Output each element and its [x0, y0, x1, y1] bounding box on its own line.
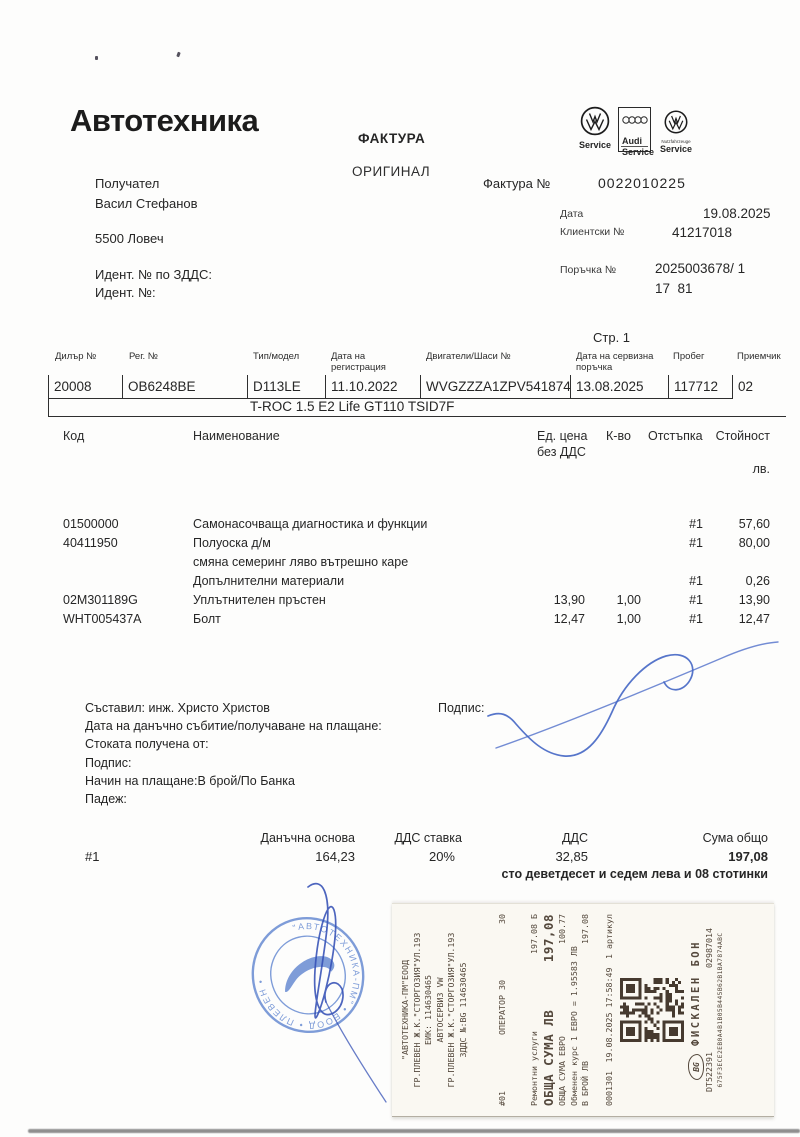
bg-fiscal-badge: BG	[688, 1054, 704, 1080]
client-no-value: 41217018	[672, 225, 733, 240]
item-amount: 12,47	[738, 612, 770, 626]
document-type: ФАКТУРА	[358, 131, 426, 146]
totals-vat-value: 32,85	[555, 849, 588, 864]
audi-brand-label: Audi	[622, 136, 642, 146]
vw-roundel-icon	[664, 110, 688, 134]
vehicle-col-label: Рег. №	[129, 351, 158, 362]
due-date-line: Падеж:	[85, 792, 127, 807]
receipt-address2: ГР.ПЛЕВЕН Ж.К."СТОРГОЗИЯ"УЛ.193	[446, 932, 456, 1088]
items-header-amount: Стойност	[715, 429, 770, 443]
recipient-vat-label: Идент. № по ЗДДС:	[95, 267, 212, 282]
vehicle-col-label: Дата на сервизна поръчка	[576, 351, 654, 373]
item-code: 02M301189G	[63, 593, 138, 607]
receipt-company: "АВТОТЕХНИКА-ПМ"ЕООД	[400, 960, 410, 1060]
item-code: 40411950	[63, 536, 118, 550]
order-no-value: 2025003678/ 1	[655, 261, 746, 276]
audi-rings-icon	[622, 116, 648, 124]
vwn-service-label: Service	[659, 144, 693, 154]
payment-method-line: Начин на плащане:В брой/По Банка	[85, 773, 295, 788]
handwritten-signature	[460, 618, 790, 778]
item-discount: #1	[689, 593, 703, 607]
page-number: Стр. 1	[593, 330, 631, 345]
receipt-total-eur-value: 100.77	[557, 914, 567, 944]
totals-header-base: Данъчна основа	[260, 831, 355, 845]
stamp-ring-text: "АВТОТЕХНИКА-ПМ" • ЕООД • ПЛЕВЕН •	[255, 921, 362, 1031]
client-no-label: Клиентски №	[560, 226, 625, 238]
document-subtype: ОРИГИНАЛ	[352, 164, 431, 179]
recipient-id-label: Идент. №:	[95, 285, 156, 300]
signature-line: Подпис:	[85, 755, 132, 770]
audi-service-logo	[618, 107, 655, 157]
vwn-sub-label: Nutzfahrzeuge	[661, 139, 691, 144]
receipt-fiscal-row	[688, 914, 704, 1106]
item-discount: #1	[689, 517, 703, 531]
vehicle-dealer-no: 20008	[48, 375, 122, 399]
tax-event-line: Дата на данъчно събитие/получаване на плащане:	[85, 719, 382, 734]
ink-speck	[95, 56, 98, 60]
recipient-city: 5500 Ловеч	[95, 231, 164, 246]
company-brand: Автотехника	[70, 103, 259, 138]
receipt-item-row	[529, 914, 541, 1106]
items-header-currency: лв.	[752, 462, 770, 476]
item-name: Полуоска д/м	[193, 536, 271, 550]
receipt-doc-row	[604, 914, 616, 1106]
item-discount: #1	[689, 574, 703, 588]
receipt-cash-value: 197.08	[580, 914, 590, 944]
vehicle-col-label: Двигатели/Шаси №	[426, 351, 511, 362]
receipt-register: #01	[497, 1091, 507, 1106]
receipt-total-label: ОБЩА СУМА ЛВ	[541, 1009, 556, 1106]
totals-row-label: #1	[85, 849, 100, 864]
vw-nutzfahrzeuge-logo	[656, 110, 696, 154]
vehicle-col-label: Приемчик	[737, 351, 781, 362]
receipt-total-eur-row	[557, 914, 569, 1106]
table-row	[0, 555, 800, 574]
vw-roundel-icon	[580, 106, 610, 136]
invoice-no-label: Фактура №	[483, 176, 551, 191]
receipt-item-amount: 197.08 Б	[528, 914, 539, 954]
receipt-articles: 1 артикул	[603, 914, 614, 959]
items-header-unit-price2: без ДДС	[537, 445, 586, 459]
item-qty: 1,00	[616, 612, 641, 626]
vehicle-receiver: 02	[732, 375, 786, 399]
receipt-vat-no: ЗДДС №:BG 114630465	[457, 962, 468, 1058]
receipt-cash-label: В БРОЙ ЛВ	[580, 1061, 590, 1106]
items-header-name: Наименование	[193, 429, 280, 443]
totals-vat-rate-value: 20%	[428, 849, 455, 864]
receipt-total-row	[540, 914, 557, 1106]
item-discount: #1	[689, 612, 703, 626]
received-by-line: Стоката получена от:	[85, 737, 209, 752]
vw-service-label: Service	[578, 140, 612, 150]
receipt-eik: ЕИК: 114630465	[423, 975, 433, 1045]
date-value: 19.08.2025	[703, 206, 771, 221]
totals-header-vat: ДДС	[562, 831, 588, 845]
vehicle-reg-no: OB6248BE	[122, 375, 247, 399]
scan-edge-shadow	[28, 1129, 800, 1133]
items-header-code: Код	[63, 429, 85, 443]
vehicle-service-date: 13.08.2025	[570, 375, 668, 399]
item-amount: 0,26	[745, 574, 770, 588]
vehicle-model: T-ROC 1.5 E2 Life GT110 TSID7F	[250, 399, 455, 414]
item-unit-price: 13,90	[553, 593, 585, 607]
vehicle-col-label: Пробег	[673, 351, 705, 362]
item-unit-price: 12,47	[553, 612, 585, 626]
item-discount: #1	[689, 536, 703, 550]
item-name: Болт	[193, 612, 221, 626]
vehicle-mileage: 117712	[668, 375, 732, 399]
table-row	[0, 593, 800, 612]
qr-code	[620, 978, 684, 1042]
composed-by: Съставил: инж. Христо Христов	[85, 701, 270, 715]
receipt-item-name: Ремонтни услуги	[528, 1031, 539, 1106]
items-header-discount: Отстъпка	[648, 429, 703, 443]
receipt-operator-row	[497, 914, 509, 1106]
table-row	[0, 517, 800, 536]
items-header-unit-price: Ед. цена	[537, 429, 588, 443]
audi-service-label: Service	[622, 147, 655, 157]
receipt-doc-no: 0001301	[603, 1071, 614, 1106]
receipt-serial-row	[704, 914, 716, 1106]
vehicle-vin: WVGZZZA1ZPV541874	[420, 375, 570, 399]
totals-total-value: 197,08	[728, 849, 768, 864]
table-row	[0, 536, 800, 555]
total-in-words: сто деветдесет и седем лева и 08 стотинки	[501, 867, 768, 881]
receipt-service-name: АВТОСЕРВИЗ VW	[434, 977, 445, 1043]
item-code: WHT005437A	[63, 612, 142, 626]
item-code: 01500000	[63, 517, 119, 531]
receipt-device-serial: DT522391	[704, 1052, 714, 1092]
totals-header-total: Сума общо	[702, 831, 768, 845]
composer-block	[85, 699, 382, 808]
vw-service-logo	[573, 106, 617, 154]
fiscal-bon-label: ФИСКАЛЕН БОН	[689, 940, 702, 1046]
item-amount: 80,00	[738, 536, 770, 550]
vehicle-col-label: Дата на регистрация	[331, 351, 386, 373]
totals-header-vat-rate: ДДС ставка	[394, 831, 462, 845]
receipt-exchange-rate: Обменен курс 1 ЕВРО = 1.95583 ЛВ	[568, 946, 579, 1106]
recipient-label: Получател	[95, 176, 160, 191]
receipt-total-value: 197,08	[541, 914, 556, 963]
receipt-checksum: 675F3ECE2EB0A4B1B05B445B62B1BA7874ABC	[716, 932, 724, 1088]
vehicle-col-label: Дилър №	[55, 351, 97, 362]
receipt-datetime: 19.08.2025 17:58:49	[603, 967, 614, 1063]
date-label: Дата	[560, 208, 584, 220]
item-amount: 13,90	[738, 593, 770, 607]
signature-right-label: Подпис:	[438, 701, 485, 715]
order-no-label: Поръчка №	[560, 264, 617, 276]
item-amount: 57,60	[738, 517, 770, 531]
items-header-qty: К-во	[606, 429, 631, 443]
vehicle-type-model: D113LE	[247, 375, 325, 399]
invoice-no-value: 0022010225	[598, 175, 686, 191]
item-name: Допълнителни материали	[193, 574, 345, 588]
item-name: Самонасочваща диагностика и функции	[193, 517, 428, 531]
receipt-address: ГР.ПЛЕВЕН Ж.К."СТОРГОЗИЯ"УЛ.193	[411, 932, 422, 1088]
item-name: смяна семеринг ляво вътрешно каре	[193, 555, 409, 569]
table-row	[0, 574, 800, 593]
totals-base-value: 164,23	[315, 849, 355, 864]
order-no-value-line2: 17 81	[655, 281, 693, 296]
receipt-operator: ОПЕРАТОР 30	[497, 980, 507, 1035]
vehicle-reg-date: 11.10.2022	[325, 375, 420, 399]
receipt-total-eur-label: ОБЩА СУМА ЕВРО	[557, 1036, 567, 1106]
ink-speck	[176, 52, 181, 58]
item-qty: 1,00	[616, 593, 641, 607]
vehicle-col-label: Тип/модел	[253, 351, 300, 362]
recipient-name: Васил Стефанов	[95, 196, 198, 211]
receipt-operator-no: 30	[497, 914, 507, 925]
receipt-cash-row	[580, 914, 592, 1106]
receipt-fiscal-memory-no: 02987014	[704, 928, 714, 968]
fiscal-receipt	[392, 903, 774, 1117]
item-name: Уплътнителен пръстен	[193, 593, 326, 607]
